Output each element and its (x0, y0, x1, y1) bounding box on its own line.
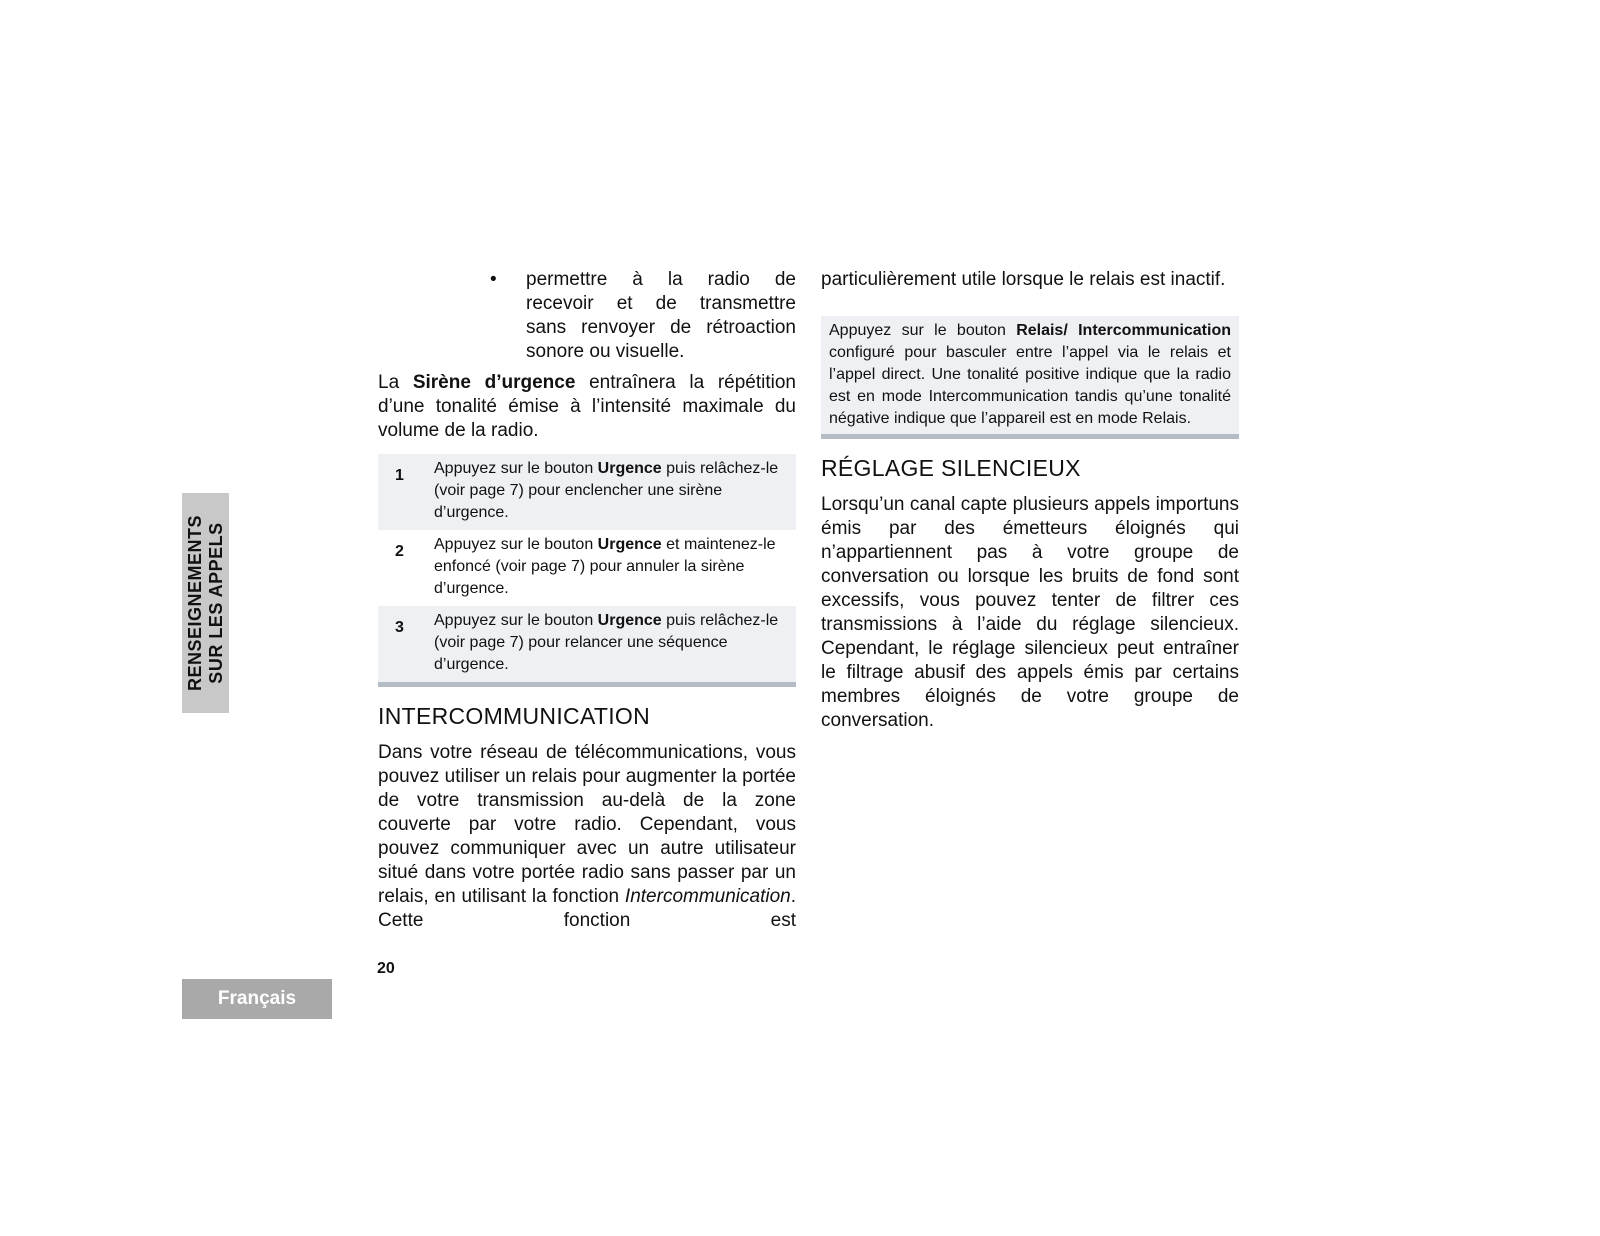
step-number: 3 (395, 619, 404, 636)
note-post: configuré pour basculer entre l’appel via le relais et l’appel direct. Une tonalité positive indique que la radio est en mode Intercommunication tandis qu’une tonalité négative indique que l’appareil est en mode Relais. (829, 344, 1231, 427)
step-text-bold: Urgence (597, 460, 662, 477)
siren-paragraph (378, 371, 796, 443)
step-text-bold: Urgence (597, 612, 662, 629)
bullet-item (378, 268, 796, 364)
language-tab: Français (182, 979, 332, 1019)
right-column (821, 268, 1239, 733)
bullet-line-1: permettre à la radio de (526, 269, 796, 290)
steps-table (378, 454, 796, 687)
siren-para-post: entraînera la répétition d’une tonalité émise à l’intensité maximale du volume de la radio. (378, 372, 796, 441)
note-bold: Relais/ Intercommunication (1016, 322, 1232, 339)
intercom-heading: INTERCOMMUNICATION (378, 703, 651, 729)
step-text-post: puis relâchez-le (voir page 7) pour enclencher une sirène d’urgence. (434, 460, 779, 521)
bullet-line-3: sans renvoyer de rétroaction (526, 317, 796, 338)
bullet-icon: • (490, 269, 497, 290)
siren-para-bold: Sirène d’urgence (412, 372, 576, 393)
note-box (821, 316, 1239, 439)
step-row (378, 454, 796, 530)
bullet-line-4: sonore ou visuelle. (526, 341, 685, 362)
squelch-heading: RÉGLAGE SILENCIEUX (821, 455, 1081, 481)
continued-paragraph: particulièrement utile lorsque le relais est inactif. (821, 269, 1226, 290)
section-side-tab-line1: RENSEIGNEMENTS (184, 514, 205, 692)
step-text-pre: Appuyez sur le bouton (434, 612, 598, 629)
step-number: 2 (395, 543, 404, 560)
step-text-pre: Appuyez sur le bouton (434, 460, 598, 477)
intercom-paragraph (378, 741, 796, 933)
step-text-bold: Urgence (597, 536, 662, 553)
intercom-para-pre: Dans votre réseau de télécommunications, vous pouvez utiliser un relais pour augmenter la portée de votre transmission au-delà de la zone couverte par votre radio. Cependant, vous pouvez communiquer avec un autre utilisateur situé dans votre portée radio sans passer par un relais, en utilisant la fonction (378, 742, 796, 907)
intercom-para-post: . Cette fonction est (378, 886, 796, 931)
section-side-tab-label (185, 515, 227, 691)
step-text-post: puis relâchez-le (voir page 7) pour relancer une séquence d’urgence. (434, 612, 779, 673)
intercom-para-italic: Intercommunication (624, 886, 791, 907)
section-side-tab (182, 493, 229, 713)
section-side-tab-line2: SUR LES APPELS (205, 522, 226, 684)
left-column (378, 268, 796, 933)
note-pre: Appuyez sur le bouton (829, 322, 1017, 339)
step-row (378, 530, 796, 606)
siren-para-pre: La (378, 372, 413, 393)
step-number: 1 (395, 467, 404, 484)
squelch-paragraph: Lorsqu’un canal capte plusieurs appels importuns émis par des émetteurs éloignés qui n’appartiennent pas à votre groupe de conversation ou lorsque les bruits de fond sont excessifs, vous pouvez tenter de filtrer ces transmissions à l’aide du réglage silencieux. Cependant, le réglage silencieux peut entraîner le filtrage abusif des appels émis par certains membres éloignés de votre groupe de conversation. (821, 494, 1239, 731)
bullet-line-2: recevoir et de transmettre (526, 293, 796, 314)
step-text-post: et maintenez-le enfoncé (voir page 7) pour annuler la sirène d’urgence. (434, 536, 776, 597)
step-row (378, 606, 796, 682)
step-text-pre: Appuyez sur le bouton (434, 536, 598, 553)
page-number: 20 (377, 960, 395, 977)
